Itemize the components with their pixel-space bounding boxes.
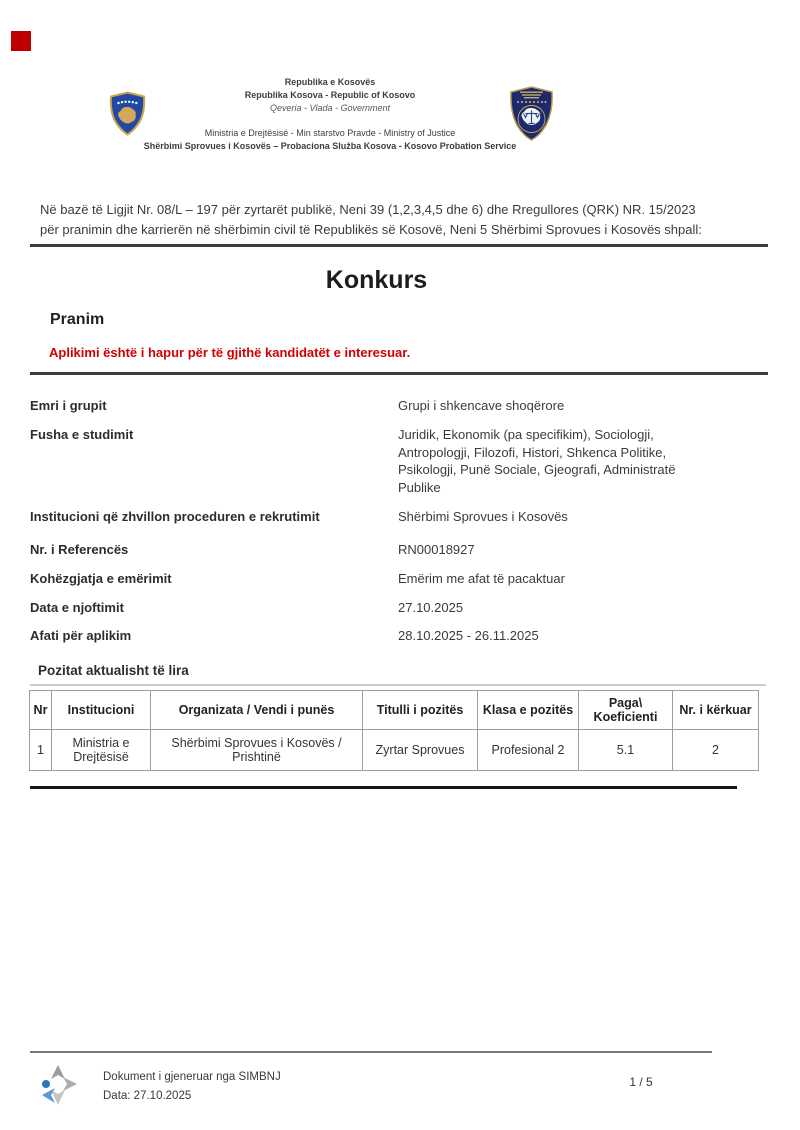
footer-info <box>103 1068 281 1106</box>
red-marker <box>11 31 31 51</box>
vacancies-heading: Pozitat aktualisht të lira <box>38 663 189 678</box>
republic-line-multi: Republika Kosova - Republic of Kosovo <box>244 90 416 100</box>
study-field-line-1: Juridik, Ekonomik (pa specifikim), Sociologji, <box>398 427 654 442</box>
table-header-row <box>30 691 759 730</box>
col-header-position-class: Klasa e pozitës <box>478 691 579 730</box>
cell-institution: Ministria e Drejtësisë <box>52 730 151 771</box>
field-label-reference-number: Nr. i Referencës <box>30 542 129 557</box>
col-header-position-title: Titulli i pozitës <box>363 691 478 730</box>
field-value-application-deadline: 28.10.2025 - 26.11.2025 <box>398 628 539 643</box>
cell-organization: Shërbimi Sprovues i Kosovës / Prishtinë <box>151 730 363 771</box>
field-value-appointment-duration: Emërim me afat të pacaktuar <box>398 571 565 586</box>
cell-position-title: Zyrtar Sprovues <box>363 730 478 771</box>
col-header-nr: Nr <box>30 691 52 730</box>
field-value-reference-number: RN00018927 <box>398 542 475 557</box>
divider-vacancies <box>30 684 766 686</box>
ministry-line: Ministria e Drejtësisë - Min starstvo Pravde - Ministry of Justice <box>204 128 456 138</box>
open-application-notice: Aplikimi është i hapur për të gjithë kandidatët e interesuar. <box>49 345 411 360</box>
field-label-institution: Institucioni që zhvillon proceduren e rekrutimit <box>30 509 320 524</box>
cell-salary-coefficient: 5.1 <box>579 730 673 771</box>
section-subtitle: Pranim <box>50 311 105 328</box>
page-title: Konkurs <box>325 266 428 294</box>
cell-nr: 1 <box>30 730 52 771</box>
field-value-study-field <box>398 426 733 496</box>
study-field-line-3: Psikologji, Punë Sociale, Gjeografi, Administratë <box>398 462 676 477</box>
divider-notice <box>30 372 768 375</box>
field-label-announcement-date: Data e njoftimit <box>30 600 124 615</box>
table-row <box>30 730 759 771</box>
government-line: Qeveria - Vlada - Government <box>269 103 391 113</box>
field-label-study-field: Fusha e studimit <box>30 427 134 442</box>
divider-bottom <box>30 786 737 789</box>
service-line: Shërbimi Sprovues i Kosovës – Probaciona Služba Kosova - Kosovo Probation Service <box>143 141 517 151</box>
field-value-announcement-date: 27.10.2025 <box>398 600 464 615</box>
col-header-salary-coefficient: Paga\ Koeficienti <box>579 691 673 730</box>
vacancies-table <box>29 690 759 771</box>
study-field-line-2: Antropologji, Filozofi, Histori, Shkenca Politike, <box>398 444 667 460</box>
legal-intro-paragraph <box>40 200 770 239</box>
simbnj-logo-icon <box>38 1064 78 1111</box>
col-header-number-required: Nr. i kërkuar <box>673 691 759 730</box>
field-label-group-name: Emri i grupit <box>30 398 107 413</box>
cell-position-class: Profesional 2 <box>478 730 579 771</box>
republic-line-sq: Republika e Kosovës <box>284 77 376 87</box>
page-number: 1 / 5 <box>629 1075 653 1089</box>
generated-by-line: Dokument i gjeneruar nga SIMBNJ <box>103 1071 281 1083</box>
col-header-organization: Organizata / Vendi i punës <box>151 691 363 730</box>
field-value-group-name: Grupi i shkencave shoqërore <box>398 398 565 413</box>
footer-divider <box>30 1051 712 1053</box>
intro-line-1: Në bazë të Ligjit Nr. 08/L – 197 për zyrtarët publikë, Neni 39 (1,2,3,4,5 dhe 6) dhe Rregullores (QRK) NR. 15/2023 <box>40 202 696 217</box>
field-value-institution: Shërbimi Sprovues i Kosovës <box>398 509 568 524</box>
footer-date-line: Data: 27.10.2025 <box>103 1090 192 1102</box>
col-header-institution: Institucioni <box>52 691 151 730</box>
document-header <box>0 76 660 153</box>
divider-top <box>30 244 768 247</box>
field-label-appointment-duration: Kohëzgjatja e emërimit <box>30 571 172 586</box>
intro-line-2: për pranimin dhe karrierën në shërbimin civil të Republikës së Kosovë, Neni 5 Shërbimi Sprovues i Kosovës shpall: <box>40 221 702 237</box>
study-field-line-4: Publike <box>398 479 441 495</box>
cell-number-required: 2 <box>673 730 759 771</box>
field-label-application-deadline: Afati për aplikim <box>30 628 132 643</box>
